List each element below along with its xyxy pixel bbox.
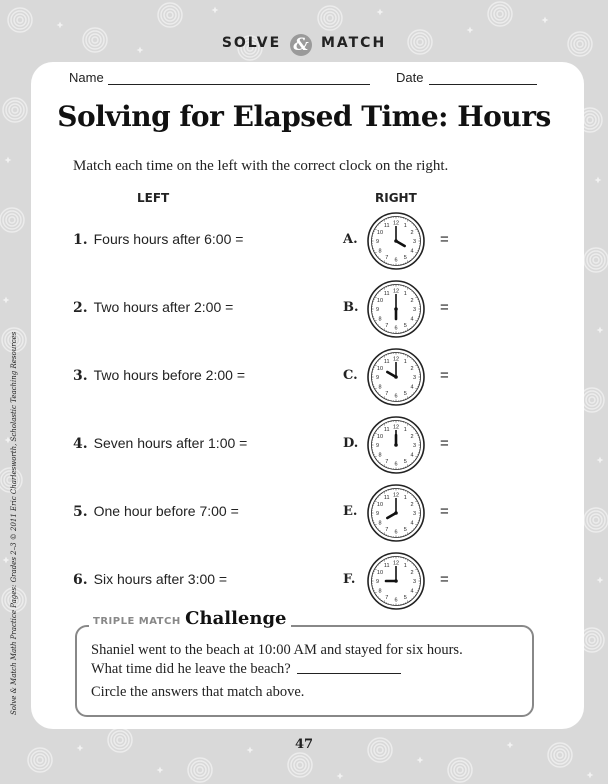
- problem-6: [73, 571, 227, 588]
- copyright-credit: Solve & Match Math Practice Pages: Grades 2–3 © 2011 Eric Charlesworth, Scholastic Teaching Resources: [10, 331, 18, 715]
- clock-numeral: 8: [378, 316, 382, 323]
- clock-center-pin: [394, 239, 398, 243]
- analog-clock-icon[interactable]: [366, 279, 426, 339]
- clock-numeral: 7: [385, 459, 389, 466]
- problem-number: 5.: [73, 504, 88, 520]
- problem-number: 3.: [73, 368, 88, 384]
- clock-letter: F.: [343, 572, 356, 587]
- clock-center-pin: [394, 579, 398, 583]
- clock-numeral: 12: [392, 288, 400, 295]
- match-equals: =: [440, 503, 449, 520]
- problem-5: [73, 503, 239, 520]
- clock-numeral: 8: [378, 520, 382, 527]
- ampersand-badge: &: [290, 34, 312, 56]
- match-equals: =: [440, 367, 449, 384]
- clock-numeral: 9: [375, 579, 380, 585]
- match-equals: =: [440, 231, 449, 248]
- problem-2: [73, 299, 233, 316]
- clock-numeral: 7: [385, 595, 389, 602]
- clock-center-pin: [394, 511, 398, 515]
- challenge-heading: [89, 608, 291, 629]
- clock-numeral: 12: [392, 356, 400, 363]
- clock-numeral: 6: [394, 529, 398, 536]
- clock-numeral: 2: [410, 569, 414, 576]
- clock-numeral: 10: [376, 297, 384, 304]
- clock-numeral: 9: [375, 511, 380, 517]
- series-word-match: MATCH: [320, 35, 387, 51]
- problem-text: One hour before 7:00 =: [93, 503, 239, 519]
- analog-clock-icon[interactable]: [366, 551, 426, 611]
- problem-number: 1.: [73, 232, 88, 248]
- clock-numeral: 4: [410, 520, 414, 527]
- date-field[interactable]: [429, 84, 537, 85]
- match-equals: =: [440, 571, 449, 588]
- series-header: [195, 34, 413, 56]
- clock-numeral: 3: [412, 239, 417, 245]
- challenge-instruction: Circle the answers that match above.: [91, 684, 305, 700]
- clock-numeral: 6: [394, 325, 398, 332]
- problem-text: Two hours before 2:00 =: [93, 367, 245, 383]
- clock-numeral: 9: [375, 375, 380, 381]
- problem-text: Fours hours after 6:00 =: [93, 231, 244, 247]
- clock-numeral: 3: [412, 307, 417, 313]
- clock-numeral: 6: [394, 597, 398, 604]
- clock-letter: A.: [343, 232, 358, 247]
- clock-numeral: 3: [412, 375, 417, 381]
- clock-numeral: 1: [403, 562, 407, 569]
- clock-numeral: 10: [376, 433, 384, 440]
- clock-numeral: 2: [410, 229, 414, 236]
- clock-numeral: 7: [385, 323, 389, 330]
- clock-numeral: 1: [403, 358, 407, 365]
- clock-numeral: 3: [412, 579, 417, 585]
- challenge-question-line2: What time did he leave the beach?: [91, 661, 291, 677]
- clock-numeral: 7: [385, 391, 389, 398]
- name-field[interactable]: [108, 84, 370, 85]
- clock-numeral: 11: [383, 290, 390, 297]
- column-header-left: LEFT: [137, 191, 170, 205]
- analog-clock-icon[interactable]: [366, 483, 426, 543]
- clock-letter: C.: [343, 368, 358, 383]
- challenge-heading-big: Challenge: [185, 608, 287, 629]
- clock-numeral: 5: [403, 459, 407, 466]
- analog-clock-icon[interactable]: [366, 211, 426, 271]
- clock-numeral: 8: [378, 384, 382, 391]
- clock-numeral: 3: [412, 443, 417, 449]
- clock-numeral: 12: [392, 560, 400, 567]
- clock-numeral: 11: [383, 222, 390, 229]
- clock-numeral: 2: [410, 433, 414, 440]
- match-equals: =: [440, 299, 449, 316]
- instructions: Match each time on the left with the correct clock on the right.: [73, 158, 449, 174]
- clock-numeral: 4: [410, 316, 414, 323]
- problem-text: Seven hours after 1:00 =: [93, 435, 248, 451]
- page-number: 47: [294, 737, 314, 752]
- clock-numeral: 5: [403, 255, 407, 262]
- match-equals: =: [440, 435, 449, 452]
- clock-numeral: 4: [410, 384, 414, 391]
- clock-numeral: 10: [376, 229, 384, 236]
- challenge-question-line1: Shaniel went to the beach at 10:00 AM and stayed for six hours.: [91, 642, 463, 658]
- clock-letter: E.: [343, 504, 358, 519]
- clock-letter: B.: [343, 300, 359, 315]
- clock-numeral: 8: [378, 452, 382, 459]
- clock-center-pin: [394, 443, 398, 447]
- clock-numeral: 1: [403, 426, 407, 433]
- clock-numeral: 11: [383, 562, 390, 569]
- problem-1: [73, 231, 243, 248]
- clock-numeral: 6: [394, 393, 398, 400]
- clock-numeral: 11: [383, 494, 390, 501]
- clock-numeral: 11: [383, 426, 390, 433]
- clock-numeral: 12: [392, 220, 400, 227]
- series-word-solve: SOLVE: [221, 35, 282, 51]
- clock-numeral: 4: [410, 588, 414, 595]
- clock-numeral: 5: [403, 595, 407, 602]
- clock-numeral: 8: [378, 248, 382, 255]
- clock-numeral: 2: [410, 501, 414, 508]
- clock-numeral: 11: [383, 358, 390, 365]
- name-date-row: [69, 70, 539, 88]
- clock-numeral: 1: [403, 494, 407, 501]
- clock-numeral: 8: [378, 588, 382, 595]
- clock-numeral: 7: [385, 255, 389, 262]
- clock-numeral: 5: [403, 323, 407, 330]
- date-label: Date: [396, 70, 424, 85]
- problem-number: 2.: [73, 300, 88, 316]
- clock-numeral: 2: [410, 365, 414, 372]
- column-header-right: RIGHT: [375, 191, 417, 205]
- clock-numeral: 4: [410, 248, 414, 255]
- clock-numeral: 3: [412, 511, 417, 517]
- challenge-heading-small: TRIPLE MATCH: [93, 616, 181, 627]
- clock-numeral: 1: [403, 222, 407, 229]
- clock-numeral: 5: [403, 391, 407, 398]
- challenge-question-line2-wrap: [91, 661, 401, 678]
- clock-numeral: 6: [394, 461, 398, 468]
- clock-center-pin: [394, 307, 398, 311]
- clock-numeral: 12: [392, 424, 400, 431]
- clock-numeral: 9: [375, 443, 380, 449]
- problem-3: [73, 367, 245, 384]
- challenge-answer-blank[interactable]: [297, 661, 401, 674]
- clock-numeral: 9: [375, 239, 380, 245]
- clock-letter: D.: [343, 436, 359, 451]
- problem-number: 6.: [73, 572, 88, 588]
- clock-numeral: 10: [376, 365, 384, 372]
- clock-center-pin: [394, 375, 398, 379]
- clock-numeral: 12: [392, 492, 400, 499]
- clock-numeral: 9: [375, 307, 380, 313]
- analog-clock-icon[interactable]: [366, 415, 426, 475]
- analog-clock-icon[interactable]: [366, 347, 426, 407]
- problem-4: [73, 435, 247, 452]
- clock-numeral: 2: [410, 297, 414, 304]
- clock-numeral: 6: [394, 257, 398, 264]
- clock-numeral: 4: [410, 452, 414, 459]
- name-label: Name: [69, 70, 104, 85]
- problem-number: 4.: [73, 436, 88, 452]
- clock-numeral: 10: [376, 501, 384, 508]
- page-title: Solving for Elapsed Time: Hours: [57, 100, 551, 133]
- clock-numeral: 10: [376, 569, 384, 576]
- clock-numeral: 1: [403, 290, 407, 297]
- clock-numeral: 5: [403, 527, 407, 534]
- problem-text: Six hours after 3:00 =: [93, 571, 228, 587]
- problem-text: Two hours after 2:00 =: [93, 299, 234, 315]
- clock-numeral: 7: [385, 527, 389, 534]
